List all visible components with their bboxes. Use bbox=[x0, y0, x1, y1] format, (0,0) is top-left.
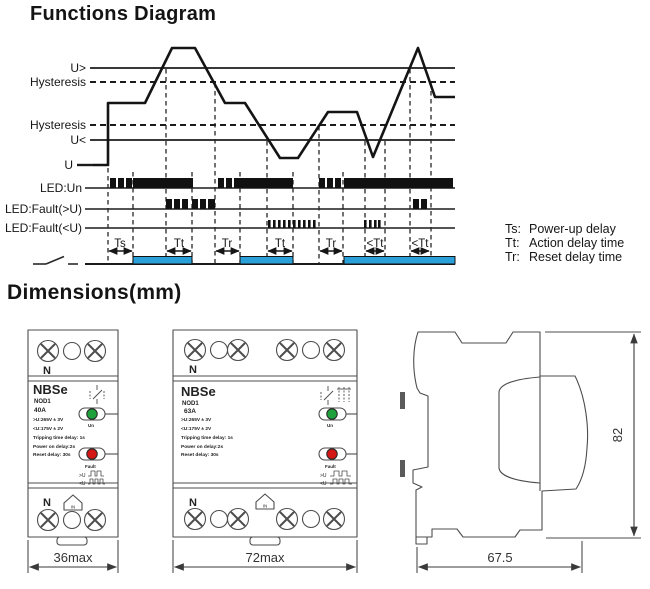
label-led-un: LED:Un bbox=[39, 181, 82, 195]
wave-over-label: >U bbox=[320, 473, 327, 479]
spec-tripping-delay: Tripping time delay: 1s bbox=[181, 436, 233, 441]
model-label: NOD1 bbox=[182, 401, 199, 407]
row-labels bbox=[5, 61, 86, 235]
unit-36-front-view bbox=[28, 330, 118, 573]
fault-led-red bbox=[327, 449, 337, 459]
fault-led-red bbox=[87, 449, 97, 459]
label-hysteresis-top: Hysteresis bbox=[29, 75, 86, 89]
legend-desc-tr: Reset delay time bbox=[529, 250, 623, 264]
un-led-green bbox=[87, 409, 97, 419]
rating-label: 63A bbox=[184, 408, 196, 415]
dim-72max: 72max bbox=[245, 550, 285, 565]
fault-led-label: Fault bbox=[85, 464, 96, 469]
led-un-blocks bbox=[110, 178, 453, 188]
wave-under-label: <U bbox=[79, 481, 86, 487]
dim-36max: 36max bbox=[53, 550, 93, 565]
timing-label-ltt2: <Tt bbox=[411, 238, 429, 250]
un-led-label: Un bbox=[88, 423, 94, 428]
unit-side-view bbox=[400, 332, 641, 573]
dim-67-5: 67.5 bbox=[487, 550, 513, 565]
relay-on-bar bbox=[133, 257, 192, 265]
rating-label: 40A bbox=[34, 407, 46, 414]
din-clip bbox=[57, 537, 87, 545]
legend-term-tt: Tt: bbox=[505, 236, 520, 250]
timing-labels bbox=[114, 238, 429, 250]
event-dashed-lines bbox=[108, 69, 431, 264]
label-u-over: U> bbox=[70, 61, 86, 75]
terminal-n-label-top: N bbox=[189, 364, 197, 376]
label-hysteresis-bottom: Hysteresis bbox=[29, 118, 86, 132]
depth-dimension bbox=[417, 541, 582, 573]
timing-legend bbox=[505, 222, 624, 264]
house-in-label: IN bbox=[262, 503, 268, 509]
label-u-under: U< bbox=[70, 133, 86, 147]
label-led-fault-over: LED:Fault(>U) bbox=[4, 202, 82, 216]
timing-label-tt2: Tt bbox=[274, 238, 286, 250]
relay-on-bar bbox=[344, 257, 455, 265]
spec-under-voltage: <U:175V ± 2V bbox=[181, 427, 212, 432]
functions-diagram-title: Functions Diagram bbox=[30, 3, 217, 25]
un-led-label: Un bbox=[327, 423, 333, 428]
wave-under-label: <U bbox=[320, 481, 327, 487]
model-label: NOD1 bbox=[34, 399, 51, 405]
brand-label: NBSe bbox=[33, 382, 68, 397]
timing-label-tr2: Tr bbox=[325, 238, 337, 250]
legend-term-ts: Ts: bbox=[505, 222, 521, 236]
spec-tripping-delay: Tripping time delay: 1s bbox=[33, 436, 85, 441]
side-foot bbox=[416, 537, 427, 544]
legend-desc-ts: Power-up delay bbox=[529, 222, 616, 236]
height-dimension bbox=[545, 332, 641, 538]
house-in-label: IN bbox=[70, 504, 76, 510]
spec-reset-delay: Reset delay: 30s bbox=[33, 453, 71, 458]
terminal-n-label-bottom: N bbox=[189, 497, 197, 509]
label-led-fault-under: LED:Fault(<U) bbox=[4, 221, 82, 235]
legend-desc-tt: Action delay time bbox=[529, 236, 625, 250]
spec-over-voltage: >U:265V ± 3V bbox=[33, 418, 64, 423]
brand-label: NBSe bbox=[181, 384, 216, 399]
functions-diagram bbox=[5, 48, 624, 264]
spec-power-on-delay: Power on delay:2s bbox=[33, 445, 76, 450]
spec-under-voltage: <U:175V ± 2V bbox=[33, 427, 64, 432]
legend-term-tr: Tr: bbox=[505, 250, 520, 264]
dimensions-drawings bbox=[28, 330, 641, 573]
wave-over-label: >U bbox=[79, 473, 86, 479]
switch-contact-icon bbox=[33, 257, 78, 265]
side-recess-line bbox=[499, 377, 540, 483]
fault-led-label: Fault bbox=[325, 464, 336, 469]
voltage-waveform bbox=[93, 48, 455, 165]
un-led-green bbox=[327, 409, 337, 419]
terminal-n-label-top: N bbox=[43, 365, 51, 377]
timing-label-ts: Ts bbox=[114, 238, 126, 250]
dimensions-title: Dimensions(mm) bbox=[7, 281, 182, 304]
unit-72-front-view bbox=[173, 330, 357, 573]
label-u: U bbox=[64, 158, 73, 172]
side-profile-outline bbox=[413, 332, 588, 537]
din-rail-section bbox=[400, 392, 405, 409]
spec-power-on-delay: Power on delay:2s bbox=[181, 445, 224, 450]
led-fault-under-pulses bbox=[268, 220, 381, 228]
din-clip bbox=[250, 537, 280, 545]
led-fault-over-blocks bbox=[166, 199, 427, 209]
timing-label-ltt1: <Tt bbox=[366, 238, 384, 250]
relay-output-bars bbox=[133, 257, 455, 265]
relay-on-bar bbox=[240, 257, 293, 265]
dim-82: 82 bbox=[610, 427, 625, 443]
terminal-n-label-bottom: N bbox=[43, 497, 51, 509]
spec-reset-delay: Reset delay: 30s bbox=[181, 453, 219, 458]
spec-over-voltage: >U:265V ± 3V bbox=[181, 418, 212, 423]
timing-label-tr1: Tr bbox=[221, 238, 233, 250]
din-rail-section bbox=[400, 460, 405, 477]
timing-label-tt1: Tt bbox=[173, 238, 185, 250]
